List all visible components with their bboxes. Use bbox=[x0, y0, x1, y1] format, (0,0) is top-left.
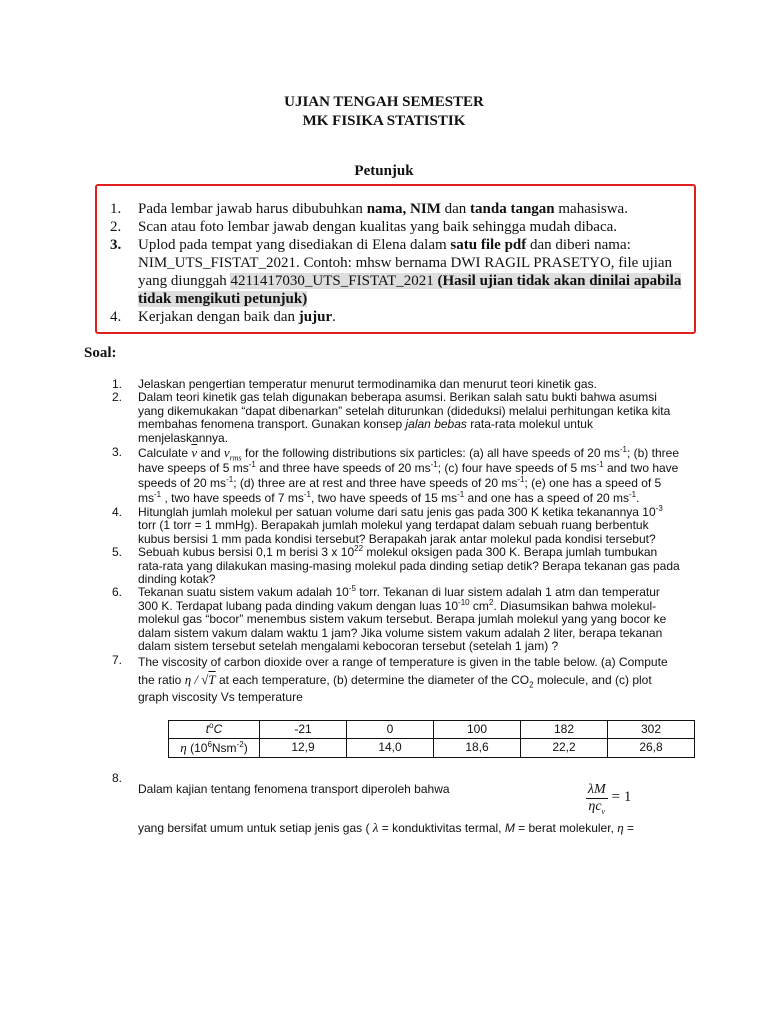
table-label: t bbox=[205, 721, 210, 736]
table-label: 6 bbox=[207, 739, 212, 749]
exponent: -1 bbox=[619, 445, 627, 455]
question-text: ; (e) one has a speed of 5 ms bbox=[138, 476, 662, 506]
question-text: at each temperature, (b) determine the diameter of the CO bbox=[215, 672, 530, 687]
table-cell: -21 bbox=[260, 720, 347, 738]
lambda-symbol: λ bbox=[372, 819, 379, 835]
v-rms-symbol: v bbox=[223, 445, 230, 461]
question-item bbox=[110, 506, 680, 546]
instruction-text: Uplod pada tempat yang disediakan di Elena dalam bbox=[138, 237, 451, 253]
question-item bbox=[110, 391, 680, 445]
formula-denominator bbox=[588, 799, 605, 815]
instruction-number: 3. bbox=[110, 237, 122, 253]
instruction-text: mahasiswa. bbox=[554, 201, 628, 217]
formula-rhs: = 1 bbox=[611, 789, 632, 806]
table-cell: 302 bbox=[608, 720, 695, 738]
table-label: η bbox=[180, 739, 187, 755]
question-item bbox=[110, 772, 680, 835]
table-header-cell bbox=[169, 738, 260, 757]
question-text: . bbox=[636, 491, 640, 506]
question-item bbox=[110, 546, 680, 586]
question-number: 2. bbox=[112, 390, 123, 405]
document-title bbox=[0, 93, 768, 131]
instruction-item bbox=[104, 308, 684, 326]
instruction-text: dan bbox=[440, 201, 471, 217]
exponent: -1 bbox=[629, 490, 637, 500]
table-label: ) bbox=[243, 740, 248, 755]
exponent: 22 bbox=[354, 544, 364, 554]
instruction-text: . bbox=[332, 309, 336, 325]
subscript: 2 bbox=[529, 679, 534, 689]
exponent: 2 bbox=[488, 597, 494, 607]
exponent: -1 bbox=[430, 460, 438, 470]
exponent: -1 bbox=[303, 490, 311, 500]
table-cell: 22,2 bbox=[521, 738, 608, 757]
question-text: = berat molekuler, bbox=[514, 820, 618, 835]
question-list bbox=[110, 378, 680, 835]
question-text: , two have speeds of 15 ms bbox=[311, 491, 458, 506]
question-text: torr (1 torr = 1 mmHg). Berapakah jumlah molekul yang terdapat dalam sebuah ruang berbentuk kubus bersisi 1 mm pada kondisi tersebut? Berapakah jarak antar molekul pada kondisi tersebut? bbox=[138, 518, 656, 546]
t-symbol: T bbox=[208, 671, 216, 687]
exponent: -1 bbox=[154, 490, 162, 500]
question-text: Calculate bbox=[138, 446, 192, 461]
question-number: 1. bbox=[112, 377, 123, 391]
instruction-bold: satu file pdf bbox=[450, 237, 527, 253]
rms-subscript: rms bbox=[229, 453, 242, 463]
table-cell: 182 bbox=[521, 720, 608, 738]
formula-symbol: c bbox=[595, 798, 602, 814]
instruction-number: 4. bbox=[110, 309, 122, 325]
question-item bbox=[110, 654, 680, 758]
table-header-cell bbox=[169, 720, 260, 738]
question-number: 6. bbox=[112, 585, 123, 600]
question-text: and bbox=[197, 446, 224, 461]
question-text: molekul oksigen pada 300 K. Berapa jumlah tumbukan rata-rata yang dilakukan masing-masing molekul pada dinding setiap detik? Berapa tekanan gas pada dinding kotak? bbox=[138, 545, 680, 587]
exponent: -1 bbox=[248, 460, 256, 470]
soal-label: Soal: bbox=[84, 345, 117, 361]
table-label: Nsm bbox=[211, 740, 237, 755]
instruction-bold: nama, NIM bbox=[366, 201, 441, 217]
instruction-item bbox=[104, 200, 684, 218]
table-label: (10 bbox=[186, 740, 208, 755]
instruction-item bbox=[104, 236, 684, 308]
table-cell: 18,6 bbox=[434, 738, 521, 757]
table-row bbox=[169, 738, 695, 757]
petunjuk-heading: Petunjuk bbox=[354, 163, 414, 179]
title-line-2: MK FISIKA STATISTIK bbox=[302, 113, 466, 129]
question-text: Dalam teori kinetik gas telah digunakan beberapa asumsi. Berikan salah satu bukti bahwa asumsi yang dikemukakan “dapat dibenarkan” setelah diturunkan (dideduksi) melalui perhitungan ketika kita membahas fenomena transport. Gunakan konsep bbox=[138, 390, 671, 432]
instruction-warning: (Hasil ujian tidak akan dinilai apabila tidak mengikuti petunjuk) bbox=[138, 273, 682, 307]
instruction-number: 2. bbox=[110, 219, 122, 235]
question-number: 3. bbox=[112, 445, 123, 460]
viscosity-table bbox=[168, 720, 695, 758]
formula-symbol: η bbox=[588, 798, 596, 814]
question-text: ; (c) four have speeds of 5 ms bbox=[437, 461, 597, 476]
question-text: molecule, and (c) plot graph viscosity Vs temperature bbox=[138, 672, 652, 704]
exponent: -1 bbox=[457, 490, 465, 500]
transport-formula bbox=[586, 782, 631, 815]
table-cell: 26,8 bbox=[608, 738, 695, 757]
instruction-bold: tanda tangan bbox=[470, 201, 555, 217]
question-text: ; (b) three have speeps of 5 ms bbox=[138, 446, 679, 476]
question-text: yang bersifat umum untuk setiap jenis gas ( bbox=[138, 820, 373, 835]
question-text: , two have speeds of 7 ms bbox=[161, 491, 304, 506]
question-text: for the following distributions six particles: (a) all have speeds of 20 ms bbox=[241, 446, 620, 461]
question-text: and one has a speed of 20 ms bbox=[464, 491, 630, 506]
table-cell: 14,0 bbox=[347, 738, 434, 757]
question-text: rata-rata molekul untuk menjelaskannya. bbox=[138, 417, 593, 445]
question-text: and three have speeds of 20 ms bbox=[255, 461, 431, 476]
instruction-number: 1. bbox=[110, 201, 122, 217]
formula-subscript: v bbox=[601, 806, 606, 816]
question-italic: jalan bebas bbox=[405, 417, 467, 432]
formula-numerator: λM bbox=[587, 781, 606, 797]
instruction-text: dan diberi nama: NIM_UTS_FISTAT_2021. Contoh: mhsw bernama DWI RAGIL PRASETYO, file ujian yang diunggah bbox=[138, 237, 673, 289]
instruction-text: Scan atau foto lembar jawab dengan kualitas yang baik sehingga mudah dibaca. bbox=[138, 219, 618, 235]
question-text: ; (d) three are at rest and three have speeds of 20 ms bbox=[233, 476, 518, 491]
exponent: -10 bbox=[458, 597, 470, 607]
exponent: -1 bbox=[596, 460, 604, 470]
instruction-item bbox=[104, 218, 684, 236]
table-row bbox=[169, 720, 695, 738]
question-item bbox=[110, 586, 680, 653]
slash-symbol: / bbox=[191, 671, 202, 687]
eta-symbol: η bbox=[617, 819, 624, 835]
instruction-text: Kerjakan dengan baik dan bbox=[138, 309, 299, 325]
question-text: Hitunglah jumlah molekul per satuan volume dari satu jenis gas pada 300 K ketika tekanannya 10 bbox=[138, 505, 656, 520]
table-label: o bbox=[209, 720, 214, 730]
question-text: = bbox=[623, 820, 635, 835]
question-number: 7. bbox=[112, 652, 123, 667]
question-text: Sebuah kubus bersisi 0,1 m berisi 3 x 10 bbox=[138, 545, 355, 560]
instruction-text: Pada lembar jawab harus dibubuhkan bbox=[138, 201, 367, 217]
table-label: -2 bbox=[236, 739, 244, 749]
exponent: -1 bbox=[226, 475, 234, 485]
question-text: Jelaskan pengertian temperatur menurut termodinamika dan menurut teori kinetik gas. bbox=[138, 377, 597, 391]
highlighted-filename: 4211417030_UTS_FISTAT_2021 bbox=[230, 273, 434, 289]
exponent: -3 bbox=[655, 504, 663, 514]
question-text: Tekanan suatu sistem vakum adalah 10 bbox=[138, 585, 349, 600]
question-item bbox=[110, 378, 680, 391]
question-number: 4. bbox=[112, 505, 123, 520]
table-label: C bbox=[213, 721, 223, 736]
question-text: Dalam kajian tentang fenomena transport diperoleh bahwa bbox=[138, 781, 450, 796]
question-text: The viscosity of carbon dioxide over a range of temperature is given in the table below. (a) Compute the ratio bbox=[138, 654, 668, 687]
eta-symbol: η bbox=[184, 671, 192, 687]
exponent: -5 bbox=[348, 584, 356, 594]
question-number: 8. bbox=[112, 770, 123, 785]
sqrt-symbol: √ bbox=[201, 671, 209, 687]
question-text: = konduktivitas termal, bbox=[378, 820, 505, 835]
formula-fraction bbox=[586, 782, 608, 815]
exponent: -1 bbox=[517, 475, 525, 485]
question-item bbox=[110, 445, 680, 506]
table-cell: 100 bbox=[434, 720, 521, 738]
question-continuation bbox=[138, 821, 680, 835]
instruction-bold: jujur bbox=[298, 309, 333, 325]
v-bar-symbol: $\overline{v}$ bbox=[191, 445, 198, 461]
question-text: cm bbox=[469, 598, 489, 613]
instruction-list bbox=[104, 200, 684, 326]
question-text: and two have speeds of 20 ms bbox=[138, 461, 679, 491]
table-cell: 0 bbox=[347, 720, 434, 738]
question-number: 5. bbox=[112, 545, 123, 560]
table-cell: 12,9 bbox=[260, 738, 347, 757]
question-italic: M bbox=[504, 820, 515, 835]
title-line-1: UJIAN TENGAH SEMESTER bbox=[284, 94, 484, 110]
question-text: . Diasumsikan bahwa molekul-molekul gas “bocor” menembus sistem vakum tersebut. Berapa jumlah molekul yang yang bocor ke dalam sistem vakum dalam waktu 1 jam? Jika volume sistem vakum adalah 2 liter, berapa tekanan dalam sistem tersebut setelah mengalami kebocoran tersebut (setelah 1 jam) ? bbox=[138, 598, 667, 654]
question-text: torr. Tekanan di luar sistem adalah 1 atm dan temperatur 300 K. Terdapat lubang pada dinding vakum dengan luas 10 bbox=[138, 585, 660, 613]
